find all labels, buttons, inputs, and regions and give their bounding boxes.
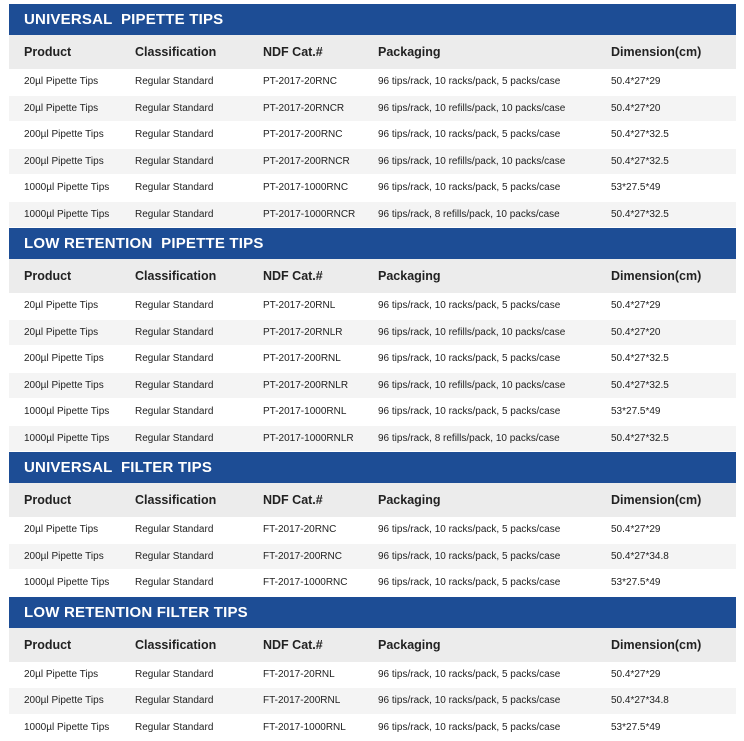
table-row — [9, 715, 736, 741]
section-title: UNIVERSAL PIPETTE TIPS — [9, 4, 736, 35]
cell-dimension: 50.4*27*32.5 — [611, 155, 669, 167]
cell-packaging: 96 tips/rack, 8 refills/pack, 10 packs/case — [378, 208, 560, 220]
cell-dimension: 53*27.5*49 — [611, 406, 661, 418]
cell-classification: Regular Standard — [135, 102, 214, 114]
cell-packaging: 96 tips/rack, 10 racks/pack, 5 packs/case — [378, 76, 561, 88]
column-header-row — [9, 35, 736, 69]
cell-ndf-cat: PT-2017-200RNLR — [263, 379, 349, 391]
cell-packaging: 96 tips/rack, 10 racks/pack, 5 packs/case — [378, 695, 561, 707]
cell-dimension: 50.4*27*29 — [611, 524, 661, 536]
column-header-product: Product — [24, 45, 72, 59]
cell-packaging: 96 tips/rack, 10 racks/pack, 5 packs/case — [378, 129, 561, 141]
cell-classification: Regular Standard — [135, 695, 214, 707]
table-body — [9, 662, 736, 741]
table-row — [9, 96, 736, 123]
cell-product: 200µl Pipette Tips — [24, 129, 104, 141]
cell-dimension: 50.4*27*32.5 — [611, 208, 669, 220]
cell-dimension: 50.4*27*34.8 — [611, 695, 669, 707]
cell-packaging: 96 tips/rack, 10 racks/pack, 5 packs/case — [378, 353, 561, 365]
cell-dimension: 53*27.5*49 — [611, 577, 661, 589]
cell-packaging: 96 tips/rack, 10 refills/pack, 10 packs/case — [378, 326, 566, 338]
column-header-dimension: Dimension(cm) — [611, 637, 702, 652]
cell-classification: Regular Standard — [135, 432, 214, 444]
cell-product: 1000µl Pipette Tips — [24, 406, 110, 418]
cell-ndf-cat: FT-2017-1000RNL — [263, 721, 346, 733]
column-header-ndf-cat: NDF Cat.# — [263, 269, 323, 283]
table-row — [9, 320, 736, 347]
column-header-dimension: Dimension(cm) — [611, 493, 702, 507]
section-title: LOW RETENTION PIPETTE TIPS — [9, 228, 736, 259]
cell-ndf-cat: FT-2017-1000RNC — [263, 577, 348, 589]
section-4 — [9, 597, 736, 741]
section-title: UNIVERSAL FILTER TIPS — [9, 452, 736, 483]
section-title: LOW RETENTION FILTER TIPS — [9, 597, 736, 628]
cell-dimension: 50.4*27*20 — [611, 326, 661, 338]
cell-classification: Regular Standard — [135, 76, 214, 88]
cell-product: 20µl Pipette Tips — [24, 668, 99, 680]
cell-dimension: 50.4*27*29 — [611, 668, 661, 680]
table-row — [9, 399, 736, 426]
table-row — [9, 662, 736, 689]
cell-classification: Regular Standard — [135, 406, 214, 418]
cell-packaging: 96 tips/rack, 8 refills/pack, 10 packs/case — [378, 432, 560, 444]
section-1 — [9, 4, 736, 228]
table-row — [9, 293, 736, 320]
cell-ndf-cat: PT-2017-20RNC — [263, 76, 337, 88]
cell-classification: Regular Standard — [135, 182, 214, 194]
cell-ndf-cat: PT-2017-20RNL — [263, 300, 336, 312]
cell-ndf-cat: PT-2017-1000RNLR — [263, 432, 354, 444]
column-header-classification: Classification — [135, 493, 217, 507]
column-header-ndf-cat: NDF Cat.# — [263, 493, 323, 507]
section-3 — [9, 452, 736, 597]
table-row — [9, 570, 736, 597]
cell-packaging: 96 tips/rack, 10 refills/pack, 10 packs/case — [378, 379, 566, 391]
cell-classification: Regular Standard — [135, 668, 214, 680]
cell-ndf-cat: PT-2017-200RNL — [263, 353, 341, 365]
cell-ndf-cat: PT-2017-20RNLR — [263, 326, 343, 338]
cell-product: 200µl Pipette Tips — [24, 155, 104, 167]
cell-packaging: 96 tips/rack, 10 racks/pack, 5 packs/case — [378, 524, 561, 536]
cell-dimension: 50.4*27*32.5 — [611, 432, 669, 444]
table-row — [9, 346, 736, 373]
cell-dimension: 50.4*27*29 — [611, 300, 661, 312]
cell-classification: Regular Standard — [135, 379, 214, 391]
column-header-row — [9, 259, 736, 293]
cell-classification: Regular Standard — [135, 721, 214, 733]
cell-product: 200µl Pipette Tips — [24, 695, 104, 707]
cell-packaging: 96 tips/rack, 10 racks/pack, 5 packs/case — [378, 668, 561, 680]
cell-packaging: 96 tips/rack, 10 refills/pack, 10 packs/case — [378, 102, 566, 114]
cell-product: 1000µl Pipette Tips — [24, 721, 110, 733]
column-header-ndf-cat: NDF Cat.# — [263, 45, 323, 59]
table-body — [9, 517, 736, 597]
cell-packaging: 96 tips/rack, 10 refills/pack, 10 packs/case — [378, 155, 566, 167]
cell-product: 20µl Pipette Tips — [24, 524, 99, 536]
column-header-packaging: Packaging — [378, 493, 441, 507]
cell-product: 200µl Pipette Tips — [24, 550, 104, 562]
cell-product: 20µl Pipette Tips — [24, 76, 99, 88]
column-header-packaging: Packaging — [378, 45, 441, 59]
cell-classification: Regular Standard — [135, 155, 214, 167]
cell-ndf-cat: FT-2017-200RNL — [263, 695, 341, 707]
column-header-ndf-cat: NDF Cat.# — [263, 637, 323, 652]
cell-dimension: 50.4*27*32.5 — [611, 379, 669, 391]
table-body — [9, 293, 736, 452]
cell-ndf-cat: PT-2017-1000RNCR — [263, 208, 356, 220]
column-header-row — [9, 628, 736, 662]
cell-product: 1000µl Pipette Tips — [24, 577, 110, 589]
table-row — [9, 202, 736, 229]
table-row — [9, 544, 736, 571]
column-header-product: Product — [24, 637, 72, 652]
column-header-product: Product — [24, 493, 72, 507]
cell-dimension: 50.4*27*20 — [611, 102, 661, 114]
cell-product: 20µl Pipette Tips — [24, 102, 99, 114]
cell-product: 200µl Pipette Tips — [24, 379, 104, 391]
cell-dimension: 50.4*27*29 — [611, 76, 661, 88]
cell-ndf-cat: PT-2017-20RNCR — [263, 102, 345, 114]
cell-dimension: 50.4*27*32.5 — [611, 353, 669, 365]
cell-ndf-cat: PT-2017-1000RNC — [263, 182, 349, 194]
cell-product: 20µl Pipette Tips — [24, 326, 99, 338]
cell-classification: Regular Standard — [135, 577, 214, 589]
cell-packaging: 96 tips/rack, 10 racks/pack, 5 packs/case — [378, 721, 561, 733]
cell-classification: Regular Standard — [135, 326, 214, 338]
column-header-packaging: Packaging — [378, 269, 441, 283]
column-header-classification: Classification — [135, 45, 217, 59]
column-header-product: Product — [24, 269, 72, 283]
cell-ndf-cat: PT-2017-1000RNL — [263, 406, 347, 418]
cell-product: 1000µl Pipette Tips — [24, 182, 110, 194]
column-header-row — [9, 483, 736, 517]
cell-product: 1000µl Pipette Tips — [24, 432, 110, 444]
cell-classification: Regular Standard — [135, 524, 214, 536]
cell-packaging: 96 tips/rack, 10 racks/pack, 5 packs/case — [378, 406, 561, 418]
table-body — [9, 69, 736, 228]
cell-dimension: 53*27.5*49 — [611, 721, 661, 733]
table-row — [9, 373, 736, 400]
cell-ndf-cat: PT-2017-200RNCR — [263, 155, 350, 167]
cell-packaging: 96 tips/rack, 10 racks/pack, 5 packs/case — [378, 577, 561, 589]
cell-dimension: 50.4*27*34.8 — [611, 550, 669, 562]
cell-classification: Regular Standard — [135, 208, 214, 220]
cell-packaging: 96 tips/rack, 10 racks/pack, 5 packs/case — [378, 182, 561, 194]
table-row — [9, 69, 736, 96]
section-2 — [9, 228, 736, 452]
table-row — [9, 426, 736, 453]
cell-ndf-cat: PT-2017-200RNC — [263, 129, 343, 141]
cell-ndf-cat: FT-2017-20RNL — [263, 668, 335, 680]
cell-dimension: 50.4*27*32.5 — [611, 129, 669, 141]
cell-classification: Regular Standard — [135, 353, 214, 365]
column-header-classification: Classification — [135, 637, 217, 652]
cell-classification: Regular Standard — [135, 550, 214, 562]
cell-classification: Regular Standard — [135, 129, 214, 141]
table-row — [9, 175, 736, 202]
table-row — [9, 517, 736, 544]
cell-packaging: 96 tips/rack, 10 racks/pack, 5 packs/case — [378, 300, 561, 312]
column-header-dimension: Dimension(cm) — [611, 269, 702, 283]
column-header-dimension: Dimension(cm) — [611, 45, 702, 59]
column-header-packaging: Packaging — [378, 637, 441, 652]
cell-ndf-cat: FT-2017-20RNC — [263, 524, 337, 536]
column-header-classification: Classification — [135, 269, 217, 283]
table-row — [9, 149, 736, 176]
cell-dimension: 53*27.5*49 — [611, 182, 661, 194]
table-row — [9, 688, 736, 715]
cell-product: 200µl Pipette Tips — [24, 353, 104, 365]
table-row — [9, 122, 736, 149]
cell-ndf-cat: FT-2017-200RNC — [263, 550, 342, 562]
cell-classification: Regular Standard — [135, 300, 214, 312]
cell-product: 1000µl Pipette Tips — [24, 208, 110, 220]
product-catalog — [9, 4, 736, 741]
cell-product: 20µl Pipette Tips — [24, 300, 99, 312]
cell-packaging: 96 tips/rack, 10 racks/pack, 5 packs/case — [378, 550, 561, 562]
